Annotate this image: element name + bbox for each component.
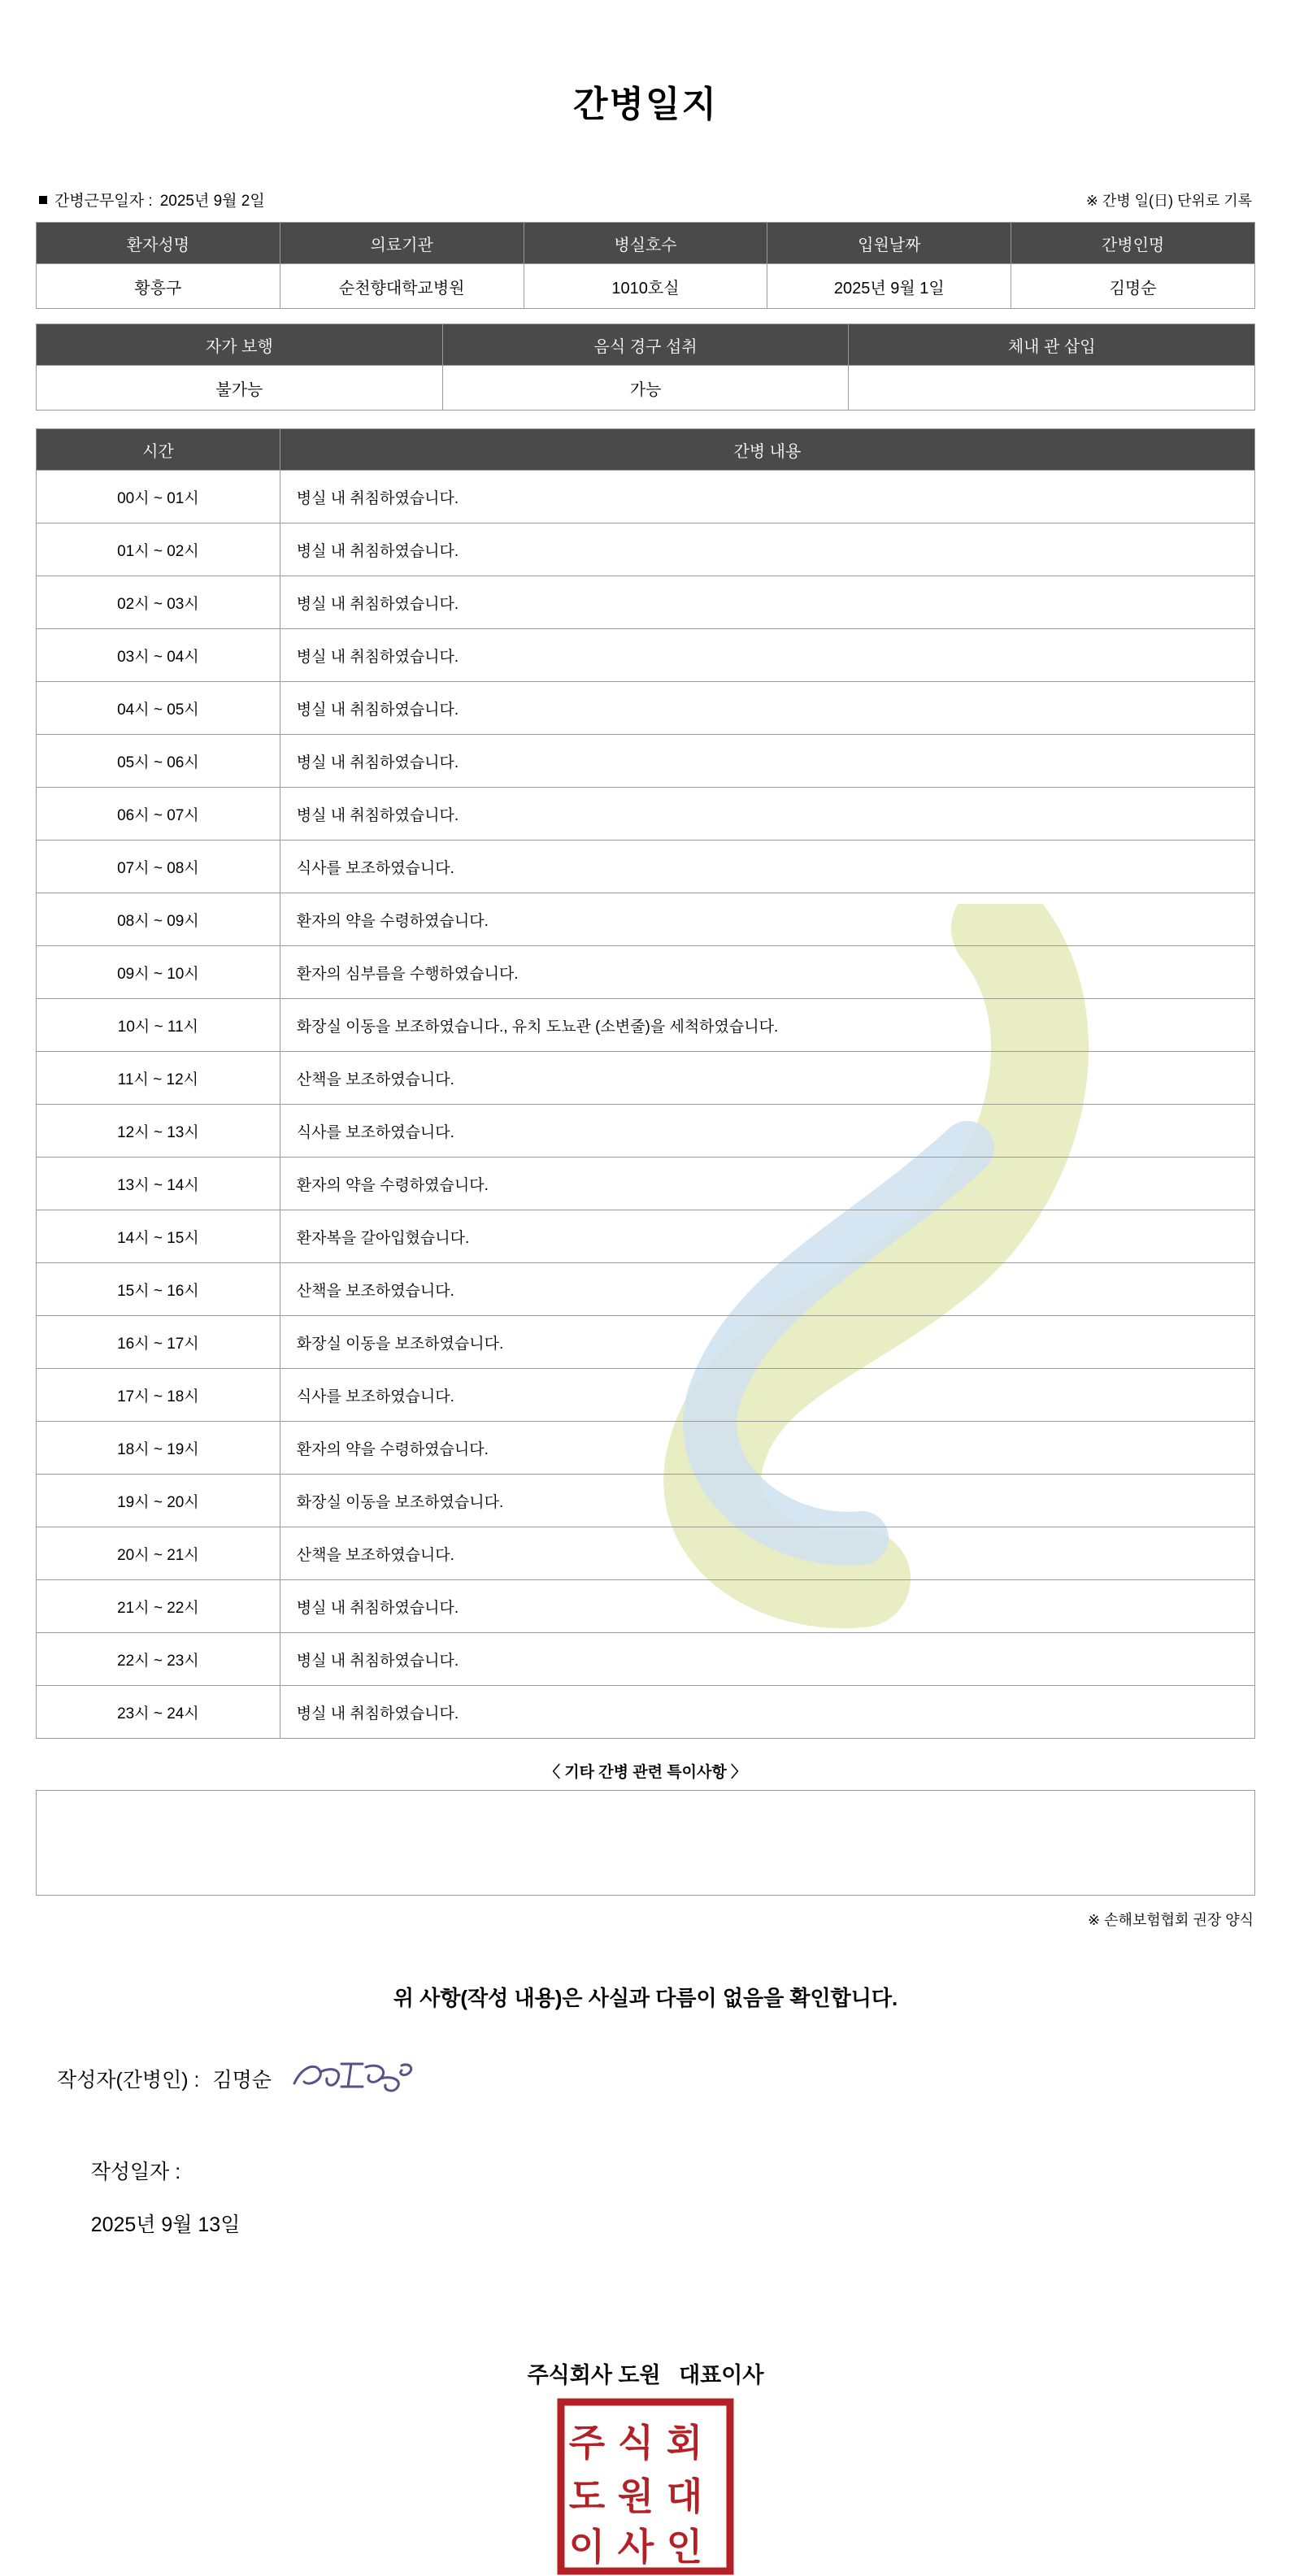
- author-label: 작성자(간병인) :: [57, 2069, 200, 2092]
- table-row: [37, 682, 1255, 735]
- page-title: 간병일지: [572, 85, 718, 124]
- square-bullet-icon: [39, 196, 47, 204]
- write-date-label: 작성일자 :: [90, 2161, 181, 2183]
- cell-care-detail: 산책을 보조하였습니다.: [280, 1052, 1254, 1105]
- cell-time: 21시 ~ 22시: [37, 1580, 280, 1633]
- cell-oral-intake: 가능: [442, 366, 849, 411]
- cell-time: 00시 ~ 01시: [37, 471, 280, 523]
- document-page: [0, 75, 1291, 2568]
- notes-box[interactable]: [36, 1790, 1255, 1896]
- svg-text:원: 원: [617, 2476, 654, 2517]
- cell-care-detail: 환자의 약을 수령하였습니다.: [280, 893, 1254, 946]
- table-row: [37, 946, 1255, 999]
- confirmation-statement: 위 사항(작성 내용)은 사실과 다름이 없음을 확인합니다.: [393, 1986, 898, 2010]
- col-header-caregiver-name: 간병인명: [1011, 223, 1255, 264]
- cell-care-detail: 환자의 약을 수령하였습니다.: [280, 1158, 1254, 1210]
- cell-care-detail: 식사를 보조하였습니다.: [280, 1105, 1254, 1158]
- cell-care-detail: 식사를 보조하였습니다.: [280, 1369, 1254, 1422]
- table-row: [37, 735, 1255, 788]
- cell-time: 12시 ~ 13시: [37, 1105, 280, 1158]
- cell-time: 18시 ~ 19시: [37, 1422, 280, 1475]
- cell-care-detail: 화장실 이동을 보조하였습니다., 유치 도뇨관 (소변줄)을 세척하였습니다.: [280, 999, 1254, 1052]
- cell-hospital: 순천향대학교병원: [280, 264, 524, 309]
- svg-text:사: 사: [617, 2526, 654, 2568]
- table-row: [37, 1369, 1255, 1422]
- cell-admission-date: 2025년 9월 1일: [767, 264, 1011, 309]
- care-condition-table: [36, 324, 1255, 411]
- table-row: [37, 523, 1255, 576]
- cell-time: 22시 ~ 23시: [37, 1633, 280, 1686]
- col-header-hospital: 의료기관: [280, 223, 524, 264]
- write-date-value: 2025년 9월 13일: [90, 2213, 241, 2236]
- cell-time: 05시 ~ 06시: [37, 735, 280, 788]
- table-row: [37, 788, 1255, 841]
- cell-care-detail: 화장실 이동을 보조하였습니다.: [280, 1316, 1254, 1369]
- cell-self-walking: 불가능: [37, 366, 443, 411]
- table-row: [37, 366, 1255, 411]
- col-header-admission-date: 입원날짜: [767, 223, 1011, 264]
- svg-text:이: 이: [568, 2526, 606, 2568]
- cell-time: 03시 ~ 04시: [37, 629, 280, 682]
- table-row: [37, 1580, 1255, 1633]
- table-row: [37, 1052, 1255, 1105]
- cell-care-detail: 병실 내 취침하였습니다.: [280, 1580, 1254, 1633]
- cell-care-detail: 환자의 심부름을 수행하였습니다.: [280, 946, 1254, 999]
- cell-time: 10시 ~ 11시: [37, 999, 280, 1052]
- handwritten-signature-icon: [285, 2051, 423, 2100]
- col-header-patient-name: 환자성명: [37, 223, 280, 264]
- cell-care-detail: 병실 내 취침하였습니다.: [280, 1686, 1254, 1739]
- cell-time: 17시 ~ 18시: [37, 1369, 280, 1422]
- svg-text:도: 도: [568, 2476, 606, 2517]
- cell-room: 1010호실: [524, 264, 767, 309]
- work-date-block: [39, 189, 265, 211]
- cell-time: 06시 ~ 07시: [37, 788, 280, 841]
- cell-time: 15시 ~ 16시: [37, 1263, 280, 1316]
- cell-time: 13시 ~ 14시: [37, 1158, 280, 1210]
- col-header-tube-insertion: 체내 관 삽입: [849, 324, 1255, 366]
- write-date-line: [36, 2132, 1255, 2261]
- table-row: [37, 629, 1255, 682]
- table-header-row: [37, 324, 1255, 366]
- table-header-row: [37, 223, 1255, 264]
- author-name: 김명순: [212, 2069, 272, 2092]
- table-row: [37, 1527, 1255, 1580]
- work-date-value: 2025년 9월 2일: [159, 193, 265, 210]
- col-header-self-walking: 자가 보행: [37, 324, 443, 366]
- table-row: [37, 1686, 1255, 1739]
- cell-time: 14시 ~ 15시: [37, 1210, 280, 1263]
- table-row: [37, 1633, 1255, 1686]
- cell-time: 20시 ~ 21시: [37, 1527, 280, 1580]
- company-seal-icon: [556, 2397, 735, 2576]
- svg-text:인: 인: [666, 2526, 703, 2568]
- cell-care-detail: 병실 내 취침하였습니다.: [280, 523, 1254, 576]
- cell-time: 04시 ~ 05시: [37, 682, 280, 735]
- cell-care-detail: 환자복을 갈아입혔습니다.: [280, 1210, 1254, 1263]
- table-row: [37, 1475, 1255, 1527]
- table-row: [37, 264, 1255, 309]
- cell-time: 02시 ~ 03시: [37, 576, 280, 629]
- table-row: [37, 1263, 1255, 1316]
- table-row: [37, 1158, 1255, 1210]
- cell-time: 19시 ~ 20시: [37, 1475, 280, 1527]
- table-row: [37, 1210, 1255, 1263]
- table-row: [37, 841, 1255, 893]
- table-row: [37, 1422, 1255, 1475]
- cell-time: 23시 ~ 24시: [37, 1686, 280, 1739]
- cell-care-detail: 환자의 약을 수령하였습니다.: [280, 1422, 1254, 1475]
- table-row: [37, 999, 1255, 1052]
- cell-time: 09시 ~ 10시: [37, 946, 280, 999]
- cell-care-detail: 병실 내 취침하였습니다.: [280, 735, 1254, 788]
- cell-care-detail: 병실 내 취침하였습니다.: [280, 471, 1254, 523]
- table-row: [37, 1316, 1255, 1369]
- cell-care-detail: 화장실 이동을 보조하였습니다.: [280, 1475, 1254, 1527]
- cell-time: 11시 ~ 12시: [37, 1052, 280, 1105]
- svg-text:식: 식: [617, 2422, 654, 2464]
- table-row: [37, 471, 1255, 523]
- svg-text:회: 회: [666, 2422, 703, 2464]
- patient-info-table: [36, 222, 1255, 309]
- cell-time: 16시 ~ 17시: [37, 1316, 280, 1369]
- work-date-label: 간병근무일자 :: [54, 193, 153, 210]
- cell-care-detail: 산책을 보조하였습니다.: [280, 1263, 1254, 1316]
- svg-text:주: 주: [568, 2422, 606, 2464]
- cell-care-detail: 병실 내 취침하였습니다.: [280, 629, 1254, 682]
- cell-patient-name: 황흥구: [37, 264, 280, 309]
- cell-time: 07시 ~ 08시: [37, 841, 280, 893]
- cell-care-detail: 병실 내 취침하였습니다.: [280, 682, 1254, 735]
- unit-note: ※ 간병 일(日) 단위로 기록: [1085, 193, 1252, 209]
- cell-time: 01시 ~ 02시: [37, 523, 280, 576]
- col-header-care-detail: 간병 내용: [280, 429, 1254, 471]
- cell-care-detail: 병실 내 취침하였습니다.: [280, 576, 1254, 629]
- table-row: [37, 893, 1255, 946]
- meta-row: [36, 189, 1255, 211]
- notes-title: 〈 기타 간병 관련 특이사항 〉: [545, 1764, 746, 1781]
- svg-text:대: 대: [666, 2476, 703, 2517]
- care-log-table: [36, 428, 1255, 1739]
- cell-caregiver-name: 김명순: [1011, 264, 1255, 309]
- cell-tube-insertion: [849, 366, 1255, 411]
- col-header-room: 병실호수: [524, 223, 767, 264]
- cell-care-detail: 병실 내 취침하였습니다.: [280, 1633, 1254, 1686]
- author-line: [36, 2054, 1255, 2103]
- cell-care-detail: 산책을 보조하였습니다.: [280, 1527, 1254, 1580]
- cell-care-detail: 식사를 보조하였습니다.: [280, 841, 1254, 893]
- col-header-oral-intake: 음식 경구 섭취: [442, 324, 849, 366]
- table-row: [37, 576, 1255, 629]
- cell-time: 08시 ~ 09시: [37, 893, 280, 946]
- association-note: ※ 손해보험협회 권장 양식: [1088, 1912, 1254, 1928]
- table-header-row: [37, 429, 1255, 471]
- col-header-time: 시간: [37, 429, 280, 471]
- company-line: 주식회사 도원 대표이사: [527, 2363, 764, 2387]
- table-row: [37, 1105, 1255, 1158]
- cell-care-detail: 병실 내 취침하였습니다.: [280, 788, 1254, 841]
